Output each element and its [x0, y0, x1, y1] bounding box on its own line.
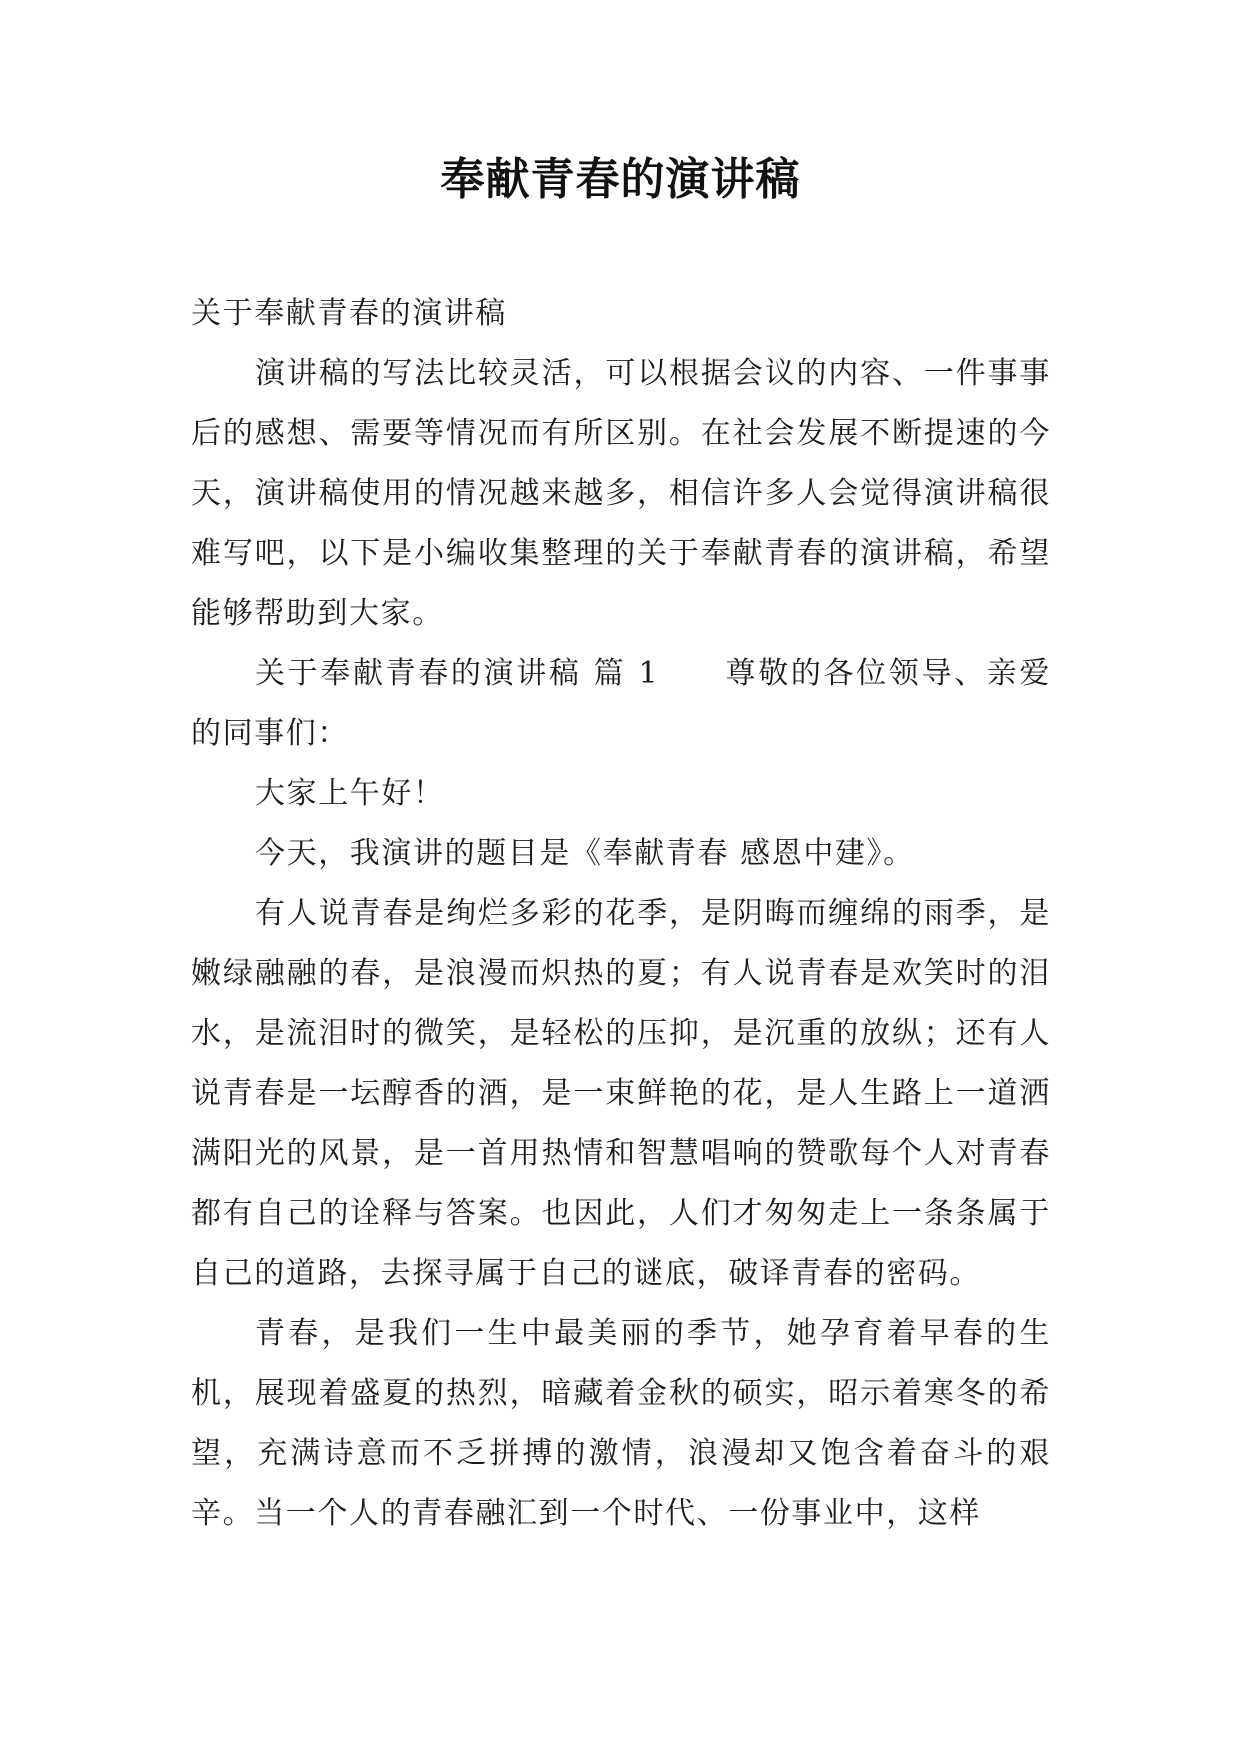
paragraph-intro: 演讲稿的写法比较灵活，可以根据会议的内容、一件事事后的感想、需要等情况而有所区别。在社会发展不断提速的今天，演讲稿使用的情况越来越多，相信许多人会觉得演讲稿很难写吧，以下是小编收集整理的关于奉献青春的演讲稿，希望能够帮助到大家。: [191, 356, 1051, 631]
paragraph-section-heading: 关于奉献青春的演讲稿 篇 1 尊敬的各位领导、亲爱的同事们：: [191, 656, 1051, 751]
document-title: 奉献青春的演讲稿: [440, 154, 801, 205]
paragraph-greeting: 大家上午好！: [255, 776, 445, 811]
document-body: [191, 284, 1051, 1544]
paragraph-youth-definitions: 有人说青春是绚烂多彩的花季，是阴晦而缠绵的雨季，是嫩绿融融的春，是浪漫而炽热的夏；有人说青春是欢笑时的泪水，是流泪时的微笑，是轻松的压抑，是沉重的放纵；还有人说青春是一坛醇香的酒，是一束鲜艳的花，是人生路上一道洒满阳光的风景，是一首用热情和智慧唱响的赞歌每个人对青春都有自己的诠释与答案。也因此，人们才匆匆走上一条条属于自己的道路，去探寻属于自己的谜底，破译青春的密码。: [191, 896, 1051, 1291]
paragraph-youth-season: 青春，是我们一生中最美丽的季节，她孕育着早春的生机，展现着盛夏的热烈，暗藏着金秋的硕实，昭示着寒冬的希望，充满诗意而不乏拼搏的激情，浪漫却又饱含着奋斗的艰辛。当一个人的青春融汇到一个时代、一份事业中，这样: [191, 1316, 1051, 1531]
paragraph-topic: 今天，我演讲的题目是《奉献青春 感恩中建》。: [255, 836, 915, 871]
paragraph-subtitle: 关于奉献青春的演讲稿: [191, 296, 507, 331]
